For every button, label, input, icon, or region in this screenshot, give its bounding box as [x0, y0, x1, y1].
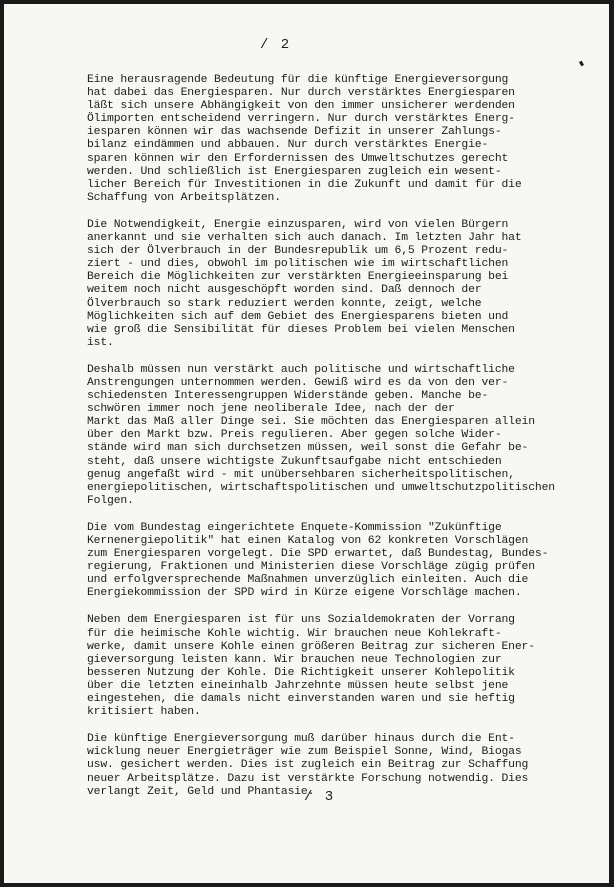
text-line: Deshalb müssen nun verstärkt auch politische und wirtschaftliche — [87, 363, 515, 376]
text-line: Markt das Maß aller Dinge sei. Sie möchten das Energiesparen allein — [87, 416, 535, 429]
text-line: besseren Nutzung der Kohle. Die Richtigkeit unserer Kohlepolitik — [87, 666, 515, 679]
text-line: ziert - und dies, obwohl im politischen wie im wirtschaftlichen — [87, 258, 509, 271]
text-line: zum Energiesparen vorgelegt. Die SPD erwartet, daß Bundestag, Bundes- — [87, 548, 549, 561]
text-line: genug angefaßt wird - mit unübersehbaren sicherheitspolitischen, — [87, 468, 515, 481]
paragraph — [87, 364, 587, 508]
page-number-top: / 2 — [260, 37, 292, 53]
text-line: schwören immer noch jene neoliberale Idee, nach der der — [87, 403, 455, 416]
text-line: Die Notwendigkeit, Energie einzusparen, wird von vielen Bürgern — [87, 218, 509, 231]
text-line: stände wird man sich durchsetzen müssen, weil sonst die Gefahr be- — [87, 442, 529, 455]
text-line: eingestehen, die damals nicht einverstanden waren und sie heftig — [87, 693, 515, 706]
page-number-bottom: / 3 — [304, 789, 336, 805]
text-line: Die vom Bundestag eingerichtete Enquete-Kommission "Zukünftige — [87, 521, 502, 534]
paragraph — [87, 733, 587, 798]
text-line: über die letzten eineinhalb Jahrzehnte müssen heute selbst jene — [87, 679, 509, 692]
document-page — [4, 4, 609, 883]
text-line: Folgen. — [87, 494, 134, 507]
text-line: anerkannt und sie verhalten sich auch danach. Im letzten Jahr hat — [87, 232, 522, 245]
text-line: Eine herausragende Bedeutung für die künftige Energieversorgung — [87, 74, 509, 86]
text-line: Anstrengungen unternommen werden. Gewiß wird es da von den ver- — [87, 376, 509, 389]
text-line: Kernenergiepolitik" hat einen Katalog von 62 konkreten Vorschlägen — [87, 535, 529, 547]
text-line: Die künftige Energieversorgung muß darüber hinaus durch die Ent- — [87, 733, 515, 746]
text-line: Ölimporten entscheidend verringern. Nur durch verstärktes Energ- — [87, 113, 515, 126]
text-line: weitem noch nicht ausgeschöpft worden sind. Daß dennoch der — [87, 284, 482, 297]
text-line: Ölverbrauch so stark reduziert werden konnte, zeigt, welche — [87, 297, 482, 310]
text-line: Bereich die Möglichkeiten zur verstärkten Energieeinsparung bei — [87, 271, 509, 284]
text-line: wicklung neuer Energieträger wie zum Beispiel Sonne, Wind, Biogas — [87, 746, 522, 759]
text-line: gieversorgung leisten kann. Wir brauchen neue Technologien zur — [87, 653, 502, 666]
text-line: usw. gesichert werden. Dies ist zugleich ein Beitrag zur Schaffung — [87, 759, 529, 772]
text-line: Schaffung von Arbeitsplätzen. — [87, 191, 281, 204]
text-line: werke, damit unsere Kohle einen größeren Beitrag zur sicheren Ener- — [87, 640, 535, 653]
text-line: über den Markt bzw. Preis regulieren. Aber gegen solche Wider- — [87, 429, 502, 442]
text-line: energiepolitischen, wirtschaftspolitischen und umweltschutzpolitischen — [87, 481, 555, 494]
text-line: sparen können wir den Erfordernissen des Umweltschutzes gerecht — [87, 152, 509, 165]
text-line: hat dabei das Energiesparen. Nur durch verstärktes Energiesparen — [87, 87, 515, 100]
text-line: kritisiert haben. — [87, 706, 201, 719]
document-body — [87, 74, 587, 813]
paragraph — [87, 522, 587, 601]
text-line: verlangt Zeit, Geld und Phantasie. — [87, 785, 315, 798]
text-line: Neben dem Energiesparen ist für uns Sozialdemokraten der Vorrang — [87, 614, 515, 627]
text-line: steht, daß unsere wichtigste Zukunftsaufgabe nicht entschieden — [87, 455, 502, 468]
text-line: sich der Ölverbrauch in der Bundesrepublik um 6,5 Prozent redu- — [87, 245, 509, 258]
paragraph — [87, 614, 587, 719]
text-line: für die heimische Kohle wichtig. Wir brauchen neue Kohlekraft- — [87, 627, 502, 640]
text-line: läßt sich unsere Abhängigkeit von den immer unsicherer werdenden — [87, 100, 515, 113]
text-line: werden. Und schließlich ist Energiesparen zugleich ein wesent- — [87, 165, 502, 178]
text-line: neuer Arbeitsplätze. Dazu ist verstärkte Forschung notwendig. Dies — [87, 772, 529, 785]
text-line: regierung, Fraktionen und Ministerien diese Vorschläge zügig prüfen — [87, 561, 535, 574]
text-line: bilanz eindämmen und abbauen. Nur durch verstärktes Energie- — [87, 139, 489, 152]
text-line: licher Bereich für Investitionen in die Zukunft und damit für die — [87, 178, 522, 191]
text-line: ist. — [87, 336, 114, 349]
text-line: schiedensten Interessengruppen Widerstände geben. Manche be- — [87, 390, 489, 403]
text-line: Energiekommission der SPD wird in Kürze eigene Vorschläge machen. — [87, 587, 522, 600]
paragraph — [87, 74, 587, 205]
paragraph — [87, 219, 587, 350]
text-line: und erfolgversprechende Maßnahmen unverzüglich einleiten. Auch die — [87, 574, 529, 587]
ink-speck — [579, 61, 584, 67]
text-line: Möglichkeiten sich auf dem Gebiet des Energiesparens bieten und — [87, 310, 509, 323]
text-line: wie groß die Sensibilität für dieses Problem bei vielen Menschen — [87, 323, 515, 336]
text-line: iesparen können wir das wachsende Defizit in unserer Zahlungs- — [87, 126, 502, 139]
